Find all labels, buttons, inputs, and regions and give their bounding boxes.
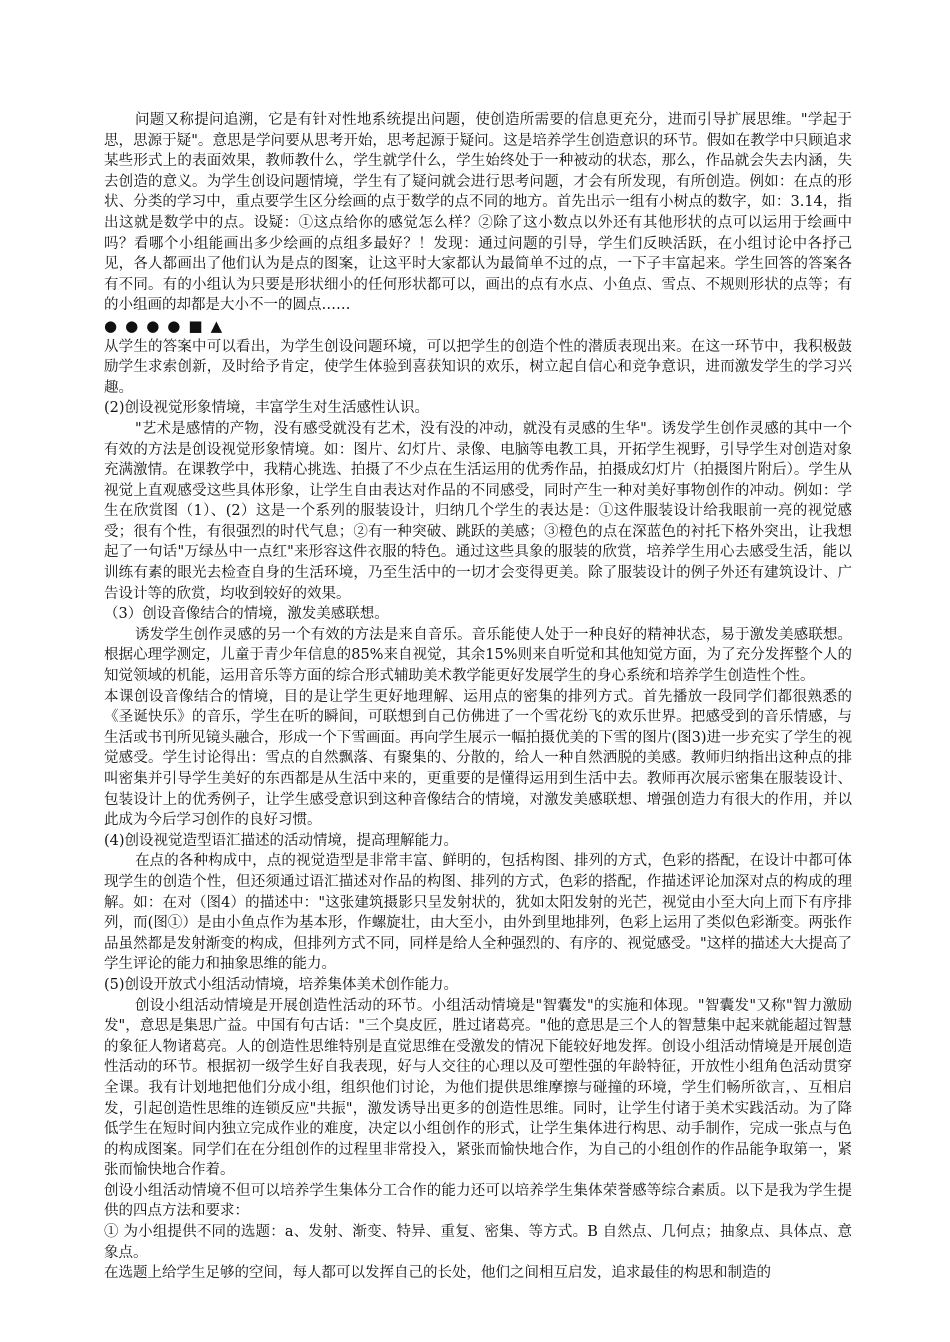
section-heading-4: (4)创设视觉造型语汇描述的活动情境，提高理解能力。 bbox=[104, 832, 459, 849]
circle-icon-4: ● bbox=[167, 316, 183, 335]
section-heading-2: (2)创设视觉形象情境，丰富学生对生活感性认识。 bbox=[104, 400, 430, 417]
paragraph-3: "艺术是感情的产物，没有感受就没有艺术，没有没的冲动，就没有灵感的生华"。诱发学生创作灵感的其中一个有效的方法是创设视觉形象情境。如：图片、幻灯片、录像、电脑等电教工具，开拓学生视野，引导学生对创造对象充满激情。在课教学中，我精心挑选、拍摄了不少点在生活运用的优秀作品，拍摄成幻灯片（拍摄图片附后）。学生从视觉上直观感受这些具体形象，让学生自由表达对作品的不同感受，同时产生一种对美好事物创作的冲动。例如：学生在欣赏图（1）、(2）这是一个系列的服装设计，归纳几个学生的表达是：①这件服装设计给我眼前一亮的视觉感受；很有个性，有很强烈的时代气息；②有一种突破、跳跃的美感；③橙色的点在深蓝色的衬托下格外突出，让我想起了一句话"万绿丛中一点红"来形容这件衣服的特色。通过这些具象的服装的欣赏，培养学生用心去感受生活，能以训练有素的眼光去检查自身的生活环境，乃至生活中的一切才会变得更美。除了服装设计的例子外还有建筑设计、广告设计等的欣赏，均收到较好的效果。 bbox=[104, 420, 852, 602]
circle-icon-1: ● bbox=[104, 316, 120, 335]
circle-icon-3: ● bbox=[146, 316, 162, 335]
paragraph-9: 在选题上给学生足够的空间，每人都可以发挥自己的长处，他们之间相互启发，追求最佳的构思和制造的 bbox=[104, 1265, 771, 1282]
section-heading-5: (5)创设开放式小组活动情境，培养集体美术创作能力。 bbox=[104, 976, 459, 993]
shape-symbols-row bbox=[104, 316, 852, 337]
paragraph-5: 本课创设音像结合的情境，目的是让学生更好地理解、运用点的密集的排列方式。首先播放一段同学们都很熟悉的《圣诞快乐》的音乐，学生在听的瞬间，可联想到自己仿佛进了一个雪花纷飞的欢乐世界。把感受到的音乐情感，与生活或书刊所见镜头融合，形成一个下雪画面。再向学生展示一幅拍摄优美的下雪的图片(图3)进一步充实了学生的视觉感受。学生讨论得出：雪点的自然飘落、有聚集的、分散的，给人一种自然洒脱的美感。教师归纳指出这种点的排叫密集并引导学生美好的东西都是从生活中来的，更重要的是懂得运用到生活中去。教师再次展示密集在服装设计、包装设计上的优秀例子，让学生感受意识到这种音像结合的情境，对激发美感联想、增强创造力有很大的作用，并以此成为今后学习创作的良好习惯。 bbox=[104, 688, 852, 829]
circle-icon-2: ● bbox=[125, 316, 141, 335]
list-item-1: ① 为小组提供不同的选题：a、发射、渐变、特异、重复、密集、等方式。B 自然点、几何点；抽象点、具体点、意象点。 bbox=[104, 1224, 852, 1261]
triangle-icon: ▲ bbox=[210, 316, 225, 335]
paragraph-4: 诱发学生创作灵感的另一个有效的方法是来自音乐。音乐能使人处于一种良好的精神状态，易于激发美感联想。根据心理学测定，儿童于青少年信息的85%来自视觉，其余15%则来自听觉和其他知觉方面，为了充分发挥整个人的知觉领域的机能，运用音乐等方面的综合形式辅助美术教学能更好发展学生的身心系统和培养学生创造性个性。 bbox=[104, 626, 852, 685]
section-heading-3: （3）创设音像结合的情境，激发美感联想。 bbox=[104, 606, 389, 623]
paragraph-7: 创设小组活动情境是开展创造性活动的环节。小组活动情境是"智囊发"的实施和体现。"智囊发"又称"智力激励发"，意思是集思广益。中国有句古话："三个臭皮匠，胜过诸葛亮。"他的意思是三个人的智慧集中起来就能超过智慧的象征人物诸葛亮。人的创造性思维特别是直觉思维在受激发的情况下能较好地发挥。创设小组活动情境是开展创造性活动的环节。根据初一级学生好自我表现，好与人交往的心理以及可塑性强的年龄特征，开放性小组角色活动贯穿全课。我有计划地把他们分成小组，组织他们讨论，为他们提供思维摩擦与碰撞的环境，学生们畅所欲言，、互相启发，引起创造性思维的连锁反应"共振"，激发诱导出更多的创造性思维。同时，让学生付诸于美术实践活动。为了降低学生在短时间内独立完成作业的难度，决定以小组创作的形式，让学生集体进行构思、动手制作，完成一张点与色的构成图案。同学们在在分组创作的过程里非常投入，紧张而愉快地合作，为自己的小组创作的作品能争取第一，紧张而愉快地合作着。 bbox=[104, 997, 852, 1179]
paragraph-6: 在点的各种构成中，点的视觉造型是非常丰富、鲜明的，包括构图、排列的方式，色彩的搭配，在设计中都可体现学生的创造个性，但还须通过语汇描述对作品的构图、排列的方式，色彩的搭配，作描述评论加深对点的构成的理解。如：在对（图4）的描述中："这张建筑摄影只呈发射状的，犹如太阳发射的光芒，视觉由小至大向上而下有序排列，而(图①）是由小鱼点作为基本形，作螺旋壮，由大至小，由外到里地排列，色彩上运用了类似色彩渐变。两张作品虽然都是发射渐变的构成，但排列方式不同，同样是给人全种强烈的、有序的、视觉感受。"这样的描述大大提高了学生评论的能力和抽象思维的能力。 bbox=[104, 853, 852, 973]
square-icon: ■ bbox=[188, 316, 205, 335]
paragraph-1: 问题又称提问追溯，它是有针对性地系统提出问题，使创造所需要的信息更充分，进而引导扩展思维。"学起于思，思源于疑"。意思是学问要从思考开始，思考起源于疑问。这是培养学生创造意识的环节。假如在教学中只顾追求某些形式上的表面效果，教师教什么，学生就学什么，学生始终处于一种被动的状态，那么，作品就会失去内涵，失去创造的意义。为学生创设问题情境，学生有了疑问就会进行思考问题，才会有所发现，有所创造。例如：在点的形状、分类的学习中，重点要学生区分绘画的点于数学的点不同的地方。首先出示一组有小树点的数字，如：3.14，指出这就是数学中的点。设疑：①这点给你的感觉怎么样？②除了这小数点以外还有其他形状的点可以运用于绘画中吗？看哪个小组能画出多少绘画的点组多最好？！发现：通过问题的引导，学生们反映活跃，在小组讨论中各抒己见，各人都画出了他们认为是点的图案，让这平时大家都认为最简单不过的点，一下子丰富起来。学生回答的答案各有不同。有的小组认为只要是形状细小的任何形状都可以，画出的点有水点、小鱼点、雪点、不规则形状的点等；有的小组画的却都是大小不一的圆点…… bbox=[104, 112, 852, 314]
document-page bbox=[104, 110, 852, 1284]
paragraph-2: 从学生的答案中可以看出，为学生创设问题环境，可以把学生的创造个性的潜质表现出来。在这一环节中，我积极鼓励学生求索创新，及时给予肯定，使学生体验到喜获知识的欢乐，树立起自信心和竞争意识，进而激发学生的学习兴趣。 bbox=[104, 338, 852, 396]
paragraph-8: 创设小组活动情境不但可以培养学生集体分工合作的能力还可以培养学生集体荣誉感等综合素质。以下是我为学生提供的四点方法和要求： bbox=[104, 1182, 852, 1220]
